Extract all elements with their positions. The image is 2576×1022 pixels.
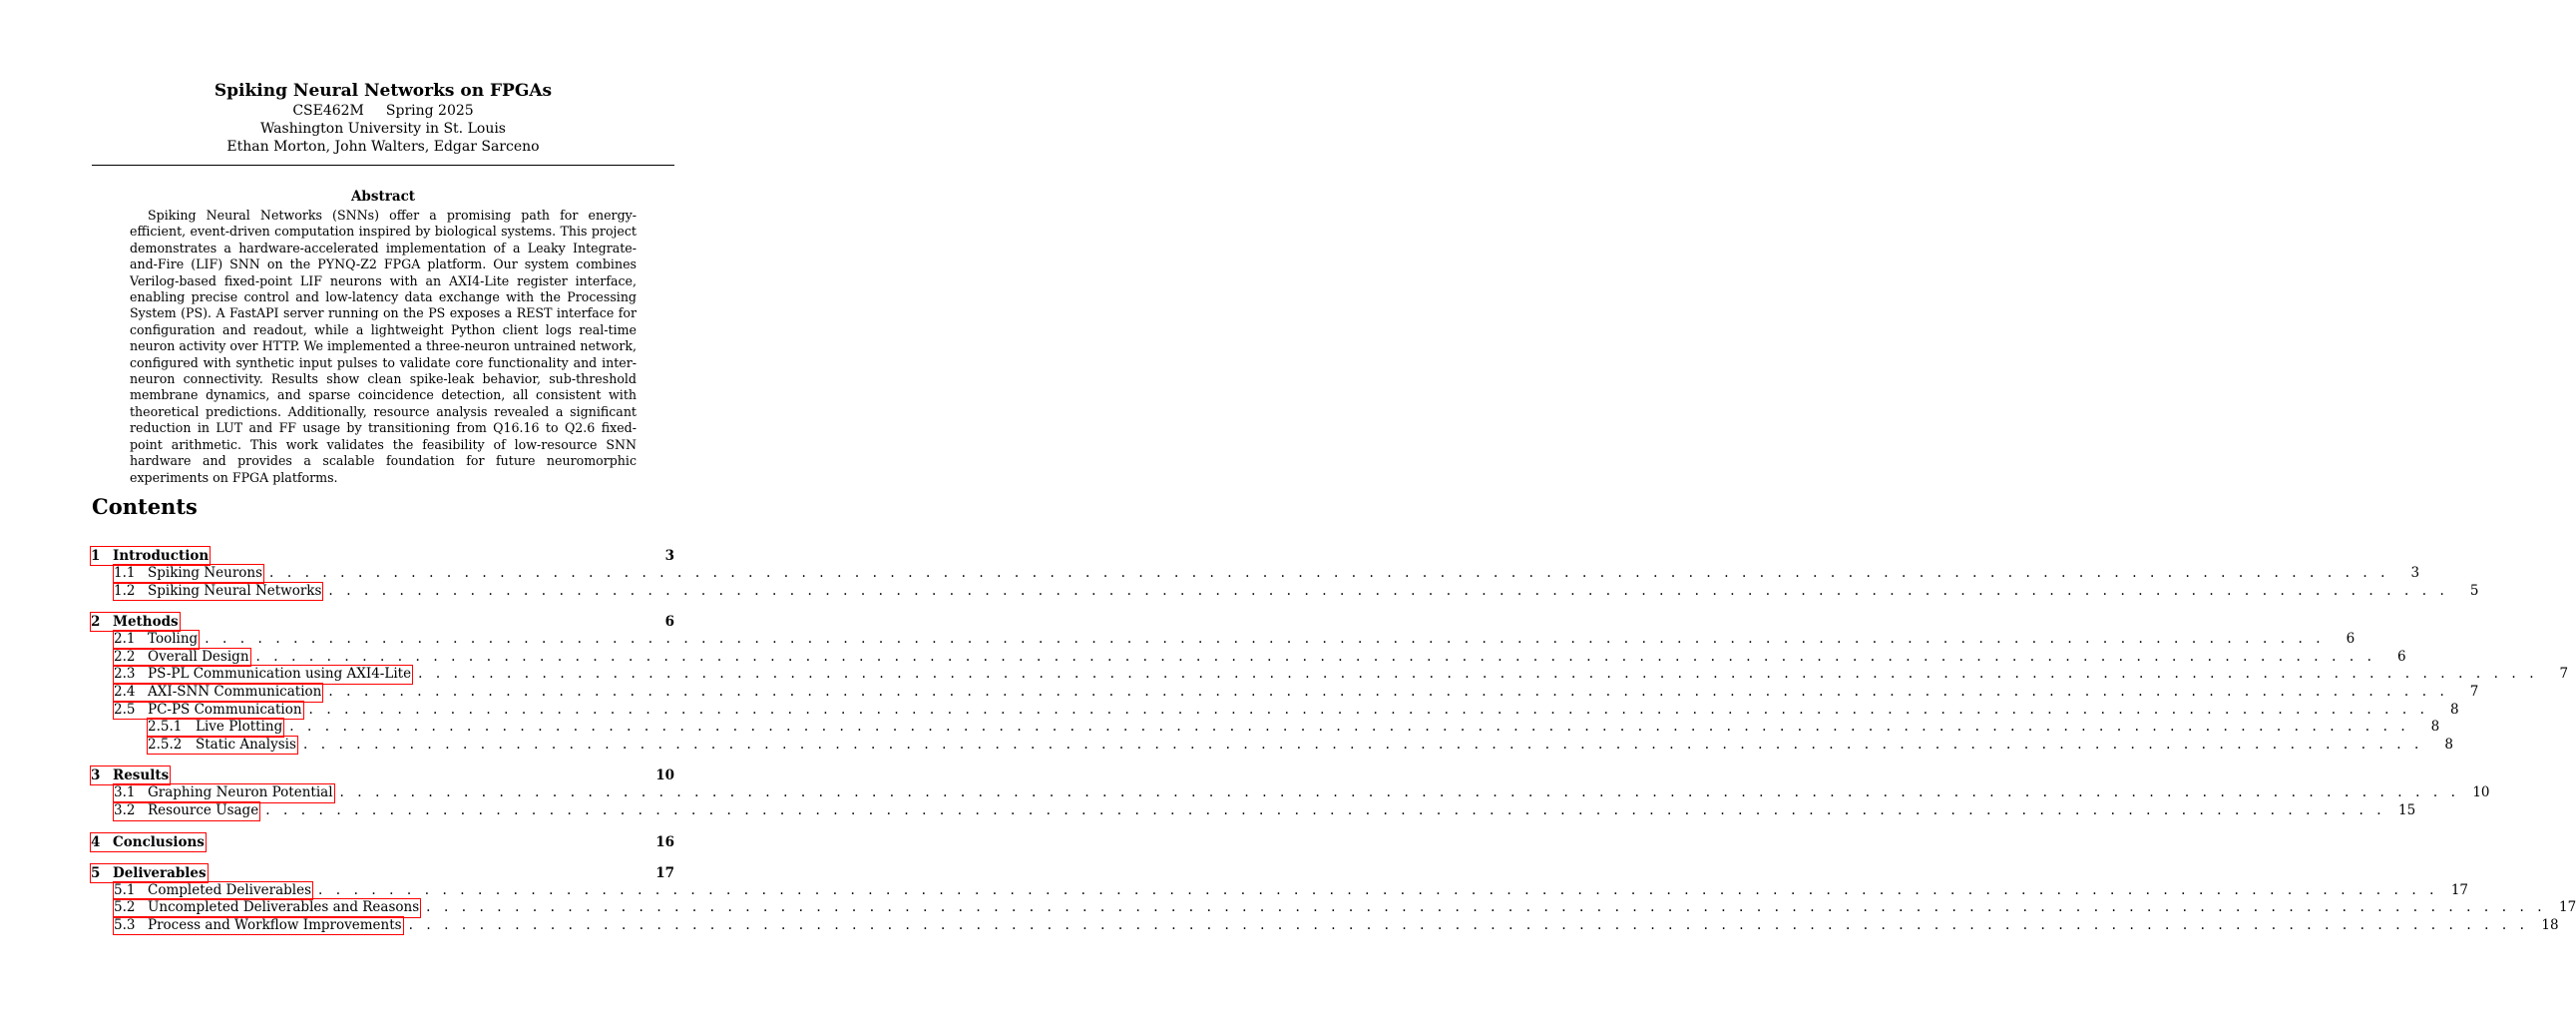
toc-page-number: 6 [664, 614, 674, 631]
toc-link[interactable] [114, 917, 403, 935]
toc-number: 3 [91, 767, 101, 784]
toc-title: Results [113, 767, 170, 784]
toc-subsection [92, 899, 2576, 917]
toc-number: 2.4 [114, 683, 136, 700]
dot-leader: . . . . . . . . . . . . . . . . . . . . . . . . . . . . . . . . . . . . . . . . . . . . . . . . . . . . . . . . . . . . . . . . . . . . . . . . . . . . . . . . . . . . . . . . . . . . . . . . . . . . . . . . . . . . . . . . . . . . . . . . [318, 881, 2439, 898]
toc-page-number: 17 [655, 864, 674, 881]
toc-link[interactable] [91, 766, 170, 784]
dot-leader: . . . . . . . . . . . . . . . . . . . . . . . . . . . . . . . . . . . . . . . . . . . . . . . . . . . . . . . . . . . . . . . . . . . . . . . . . . . . . . . . . . . . . . . . . . . . . . . . . . . . . . . . . . . . . . . . . . . . . . . . [205, 631, 2326, 648]
toc-number: 3.1 [114, 784, 136, 801]
toc-link[interactable] [114, 631, 199, 649]
authors: Ethan Morton, John Walters, Edgar Sarceno [226, 139, 540, 155]
institution: Washington University in St. Louis [260, 121, 506, 137]
toc-link[interactable] [114, 702, 303, 720]
toc-title: Conclusions [113, 833, 205, 850]
toc-number: 2.2 [114, 648, 136, 665]
toc-number: 5 [91, 864, 101, 881]
toc-title: PS-PL Communication using AXI4-Lite [148, 666, 412, 683]
toc-section [92, 833, 674, 851]
toc-page-number: 3 [664, 548, 674, 564]
toc-page-number: 10 [655, 767, 674, 784]
toc-page-number: 7 [2559, 666, 2569, 683]
toc-link[interactable] [114, 649, 250, 667]
dot-leader: . . . . . . . . . . . . . . . . . . . . . . . . . . . . . . . . . . . . . . . . . . . . . . . . . . . . . . . . . . . . . . . . . . . . . . . . . . . . . . . . . . . . . . . . . . . . . . . . . . . . . . . . . . . . . . . . . . . . . . . . [302, 736, 2423, 753]
toc-title: Deliverables [113, 864, 207, 881]
toc-link[interactable] [91, 864, 208, 882]
toc-title: Process and Workflow Improvements [148, 916, 402, 933]
toc-number: 2 [91, 614, 101, 631]
abstract-body: Spiking Neural Networks (SNNs) offer a promising path for energy-efficient, event-driven computation inspired by biological systems. This project demonstrates a hardware-accelerated implementation of a Leaky Integrate-and-Fire (LIF) SNN on the PYNQ-Z2 FPGA platform. Our system combines Verilog-based fixed-point LIF neurons with an AXI4-Lite register interface, enabling precise control and low-latency data exchange with the Processing System (PS). A FastAPI server running on the PS exposes a REST interface for configuration and readout, while a lightweight Python client logs real-time neuron activity over HTTP. We implemented a three-neuron untrained network, configured with synthetic input pulses to validate core functionality and inter-neuron connectivity. Results show clean spike-leak behavior, sub-threshold membrane dynamics, and sparse coincidence detection, all consistent with theoretical predictions. Additionally, resource analysis revealed a significant reduction in LUT and FF usage by transitioning from Q16.16 to Q2.6 fixed-point arithmetic. This work validates the feasibility of low-resource SNN hardware and provides a scalable foundation for future neuromorphic experiments on FPGA platforms. [130, 208, 637, 485]
toc-subsection [92, 916, 2559, 935]
table-of-contents [91, 547, 2576, 947]
toc-link[interactable] [114, 784, 334, 802]
toc-section [92, 613, 674, 631]
toc-link[interactable] [114, 684, 322, 702]
toc-subsection [92, 801, 2416, 820]
toc-page-number: 8 [2449, 701, 2459, 718]
term: Spring 2025 [385, 103, 474, 119]
toc-page-number: 5 [2469, 582, 2479, 599]
toc-number: 4 [91, 833, 101, 850]
abstract-heading: Abstract [350, 189, 416, 205]
toc-link[interactable] [114, 666, 412, 684]
toc-number: 2.5.1 [148, 719, 183, 736]
dot-leader: . . . . . . . . . . . . . . . . . . . . . . . . . . . . . . . . . . . . . . . . . . . . . . . . . . . . . . . . . . . . . . . . . . . . . . . . . . . . . . . . . . . . . . . . . . . . . . . . . . . . . . . . . . . . . . . . . . . . . . . . [418, 666, 2539, 683]
toc-page-number: 16 [655, 833, 674, 850]
toc-group [91, 547, 2479, 600]
title-block [92, 80, 674, 156]
toc-page-number: 10 [2472, 784, 2490, 801]
toc-page-number: 6 [2346, 631, 2356, 648]
toc-subsection [92, 631, 2356, 649]
contents-heading: Contents [92, 494, 198, 519]
toc-section [92, 864, 674, 882]
toc-title: Introduction [113, 548, 210, 564]
toc-page-number: 17 [2450, 881, 2469, 898]
toc-link[interactable] [114, 899, 420, 917]
toc-number: 5.1 [114, 881, 136, 898]
toc-subsection [92, 565, 2420, 583]
toc-link[interactable] [148, 719, 283, 737]
toc-link[interactable] [148, 737, 297, 755]
dot-leader: . . . . . . . . . . . . . . . . . . . . . . . . . . . . . . . . . . . . . . . . . . . . . . . . . . . . . . . . . . . . . . . . . . . . . . . . . . . . . . . . . . . . . . . . . . . . . . . . . . . . . . . . . . . . . . . . . . . . . . . . [339, 784, 2460, 801]
toc-page-number: 3 [2410, 565, 2420, 581]
toc-section [92, 547, 674, 565]
toc-page-number: 8 [2430, 719, 2440, 736]
toc-number: 2.1 [114, 631, 136, 648]
toc-subsection [92, 683, 2479, 702]
dot-leader: . . . . . . . . . . . . . . . . . . . . . . . . . . . . . . . . . . . . . . . . . . . . . . . . . . . . . . . . . . . . . . . . . . . . . . . . . . . . . . . . . . . . . . . . . . . . . . . . . . . . . . . . . . . . . . . . . . . . . . . . [269, 565, 2390, 581]
toc-link[interactable] [91, 547, 210, 565]
toc-title: Completed Deliverables [148, 881, 311, 898]
abstract [130, 188, 637, 486]
toc-link[interactable] [91, 833, 206, 851]
toc-number: 1 [91, 548, 101, 564]
toc-title: Graphing Neuron Potential [148, 784, 333, 801]
toc-link[interactable] [114, 565, 263, 583]
toc-group [91, 864, 2576, 935]
toc-page-number: 6 [2396, 648, 2406, 665]
toc-subsection [92, 701, 2459, 720]
toc-subsection [92, 881, 2469, 900]
toc-subsubsection [92, 736, 2453, 755]
toc-title: Tooling [148, 631, 199, 648]
toc-title: Methods [113, 614, 179, 631]
toc-subsection [92, 582, 2479, 601]
toc-group [91, 613, 2569, 754]
toc-page-number: 7 [2469, 683, 2479, 700]
dot-leader: . . . . . . . . . . . . . . . . . . . . . . . . . . . . . . . . . . . . . . . . . . . . . . . . . . . . . . . . . . . . . . . . . . . . . . . . . . . . . . . . . . . . . . . . . . . . . . . . . . . . . . . . . . . . . . . . . . . . . . . . [265, 801, 2386, 818]
toc-subsection [92, 666, 2569, 684]
paper-title: Spiking Neural Networks on FPGAs [214, 81, 553, 101]
toc-group [91, 766, 2490, 819]
toc-subsection [92, 784, 2490, 802]
toc-link[interactable] [114, 802, 259, 820]
dot-leader: . . . . . . . . . . . . . . . . . . . . . . . . . . . . . . . . . . . . . . . . . . . . . . . . . . . . . . . . . . . . . . . . . . . . . . . . . . . . . . . . . . . . . . . . . . . . . . . . . . . . . . . . . . . . . . . . . . . . . . . . [289, 719, 2410, 736]
dot-leader: . . . . . . . . . . . . . . . . . . . . . . . . . . . . . . . . . . . . . . . . . . . . . . . . . . . . . . . . . . . . . . . . . . . . . . . . . . . . . . . . . . . . . . . . . . . . . . . . . . . . . . . . . . . . . . . . . . . . . . . . [328, 582, 2449, 599]
toc-number: 5.2 [114, 899, 136, 916]
course-line [92, 102, 674, 120]
toc-title: Spiking Neurons [148, 565, 263, 581]
toc-number: 2.5 [114, 701, 136, 718]
toc-page-number: 18 [2541, 916, 2559, 933]
toc-title: Live Plotting [196, 719, 283, 736]
toc-number: 2.5.2 [148, 736, 183, 753]
toc-title: AXI-SNN Communication [148, 683, 322, 700]
toc-subsection [92, 648, 2406, 667]
toc-number: 1.2 [114, 582, 136, 599]
toc-page-number: 17 [2558, 899, 2576, 916]
toc-title: PC-PS Communication [148, 701, 302, 718]
toc-page-number: 8 [2444, 736, 2453, 753]
toc-number: 3.2 [114, 801, 136, 818]
dot-leader: . . . . . . . . . . . . . . . . . . . . . . . . . . . . . . . . . . . . . . . . . . . . . . . . . . . . . . . . . . . . . . . . . . . . . . . . . . . . . . . . . . . . . . . . . . . . . . . . . . . . . . . . . . . . . . . . . . . . . . . . [426, 899, 2547, 916]
toc-link[interactable] [91, 613, 180, 631]
toc-number: 5.3 [114, 916, 136, 933]
toc-number: 2.3 [114, 666, 136, 683]
dot-leader: . . . . . . . . . . . . . . . . . . . . . . . . . . . . . . . . . . . . . . . . . . . . . . . . . . . . . . . . . . . . . . . . . . . . . . . . . . . . . . . . . . . . . . . . . . . . . . . . . . . . . . . . . . . . . . . . . . . . . . . . [328, 683, 2449, 700]
toc-number: 1.1 [114, 565, 136, 581]
toc-title: Uncompleted Deliverables and Reasons [148, 899, 420, 916]
title-rule [92, 165, 674, 166]
dot-leader: . . . . . . . . . . . . . . . . . . . . . . . . . . . . . . . . . . . . . . . . . . . . . . . . . . . . . . . . . . . . . . . . . . . . . . . . . . . . . . . . . . . . . . . . . . . . . . . . . . . . . . . . . . . . . . . . . . . . . . . . [308, 701, 2429, 718]
toc-link[interactable] [114, 583, 322, 601]
toc-title: Overall Design [148, 648, 249, 665]
toc-title: Resource Usage [148, 801, 259, 818]
course-code: CSE462M [292, 103, 364, 119]
dot-leader: . . . . . . . . . . . . . . . . . . . . . . . . . . . . . . . . . . . . . . . . . . . . . . . . . . . . . . . . . . . . . . . . . . . . . . . . . . . . . . . . . . . . . . . . . . . . . . . . . . . . . . . . . . . . . . . . . . . . . . . . [408, 916, 2529, 933]
toc-page-number: 15 [2398, 801, 2416, 818]
toc-title: Spiking Neural Networks [148, 582, 322, 599]
toc-title: Static Analysis [196, 736, 296, 753]
toc-subsubsection [92, 719, 2440, 737]
toc-section [92, 766, 674, 784]
toc-link[interactable] [114, 882, 312, 900]
dot-leader: . . . . . . . . . . . . . . . . . . . . . . . . . . . . . . . . . . . . . . . . . . . . . . . . . . . . . . . . . . . . . . . . . . . . . . . . . . . . . . . . . . . . . . . . . . . . . . . . . . . . . . . . . . . . . . . . . . . . . . . . [255, 648, 2376, 665]
toc-group [92, 833, 674, 851]
